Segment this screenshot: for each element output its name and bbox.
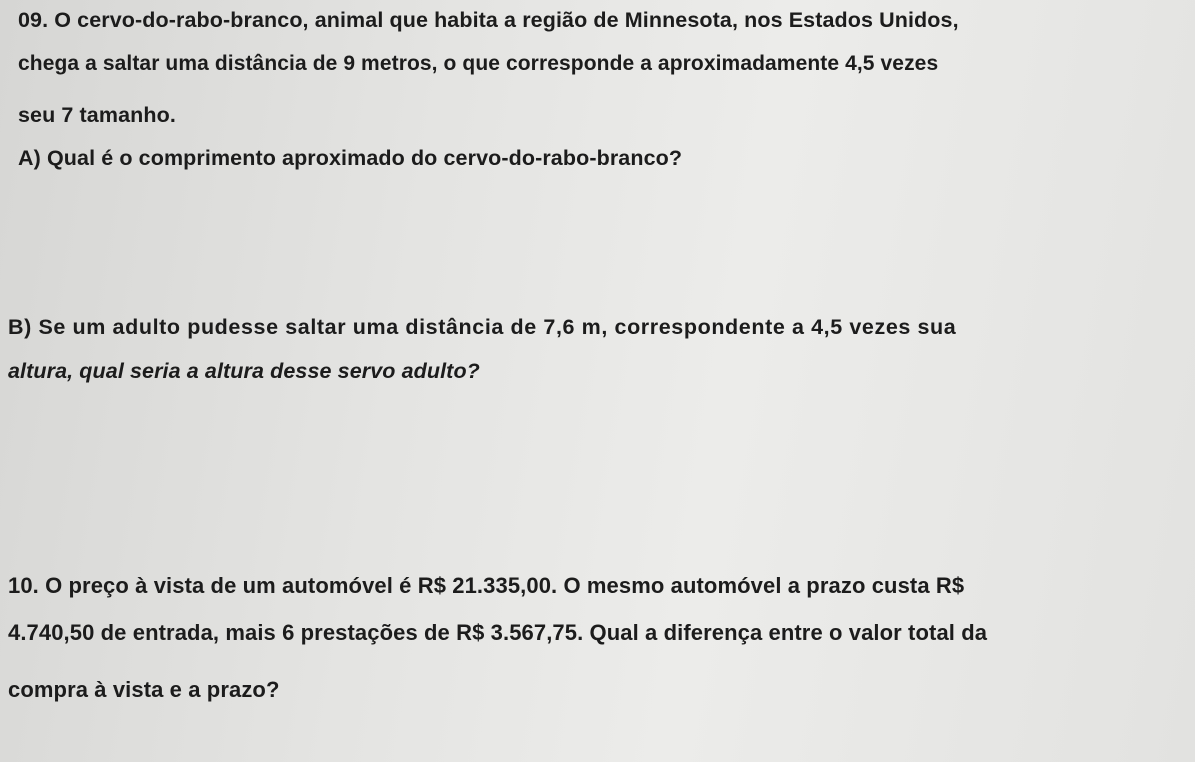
question-09-part-b-line-1: B) Se um adulto pudesse saltar uma distância de 7,6 m, correspondente a 4,5 vezes sua [8,315,957,339]
question-09-line-3: seu 7 tamanho. [18,103,176,127]
question-09-line-2: chega a saltar uma distância de 9 metros, o que corresponde a aproximadamente 4,5 vezes [18,52,939,75]
question-10-line-2: 4.740,50 de entrada, mais 6 prestações de R$ 3.567,75. Qual a diferença entre o valor total da [8,620,988,645]
question-10-line-3: compra à vista e a prazo? [8,677,280,702]
question-09-part-b-line-2: altura, qual seria a altura desse servo adulto? [8,359,480,383]
question-10-line-1: 10. O preço à vista de um automóvel é R$ 21.335,00. O mesmo automóvel a prazo custa R$ [8,573,965,598]
question-09-line-1: 09. O cervo-do-rabo-branco, animal que habita a região de Minnesota, nos Estados Unidos, [18,8,959,32]
question-09-part-a: A) Qual é o comprimento aproximado do cervo-do-rabo-branco? [18,146,683,170]
